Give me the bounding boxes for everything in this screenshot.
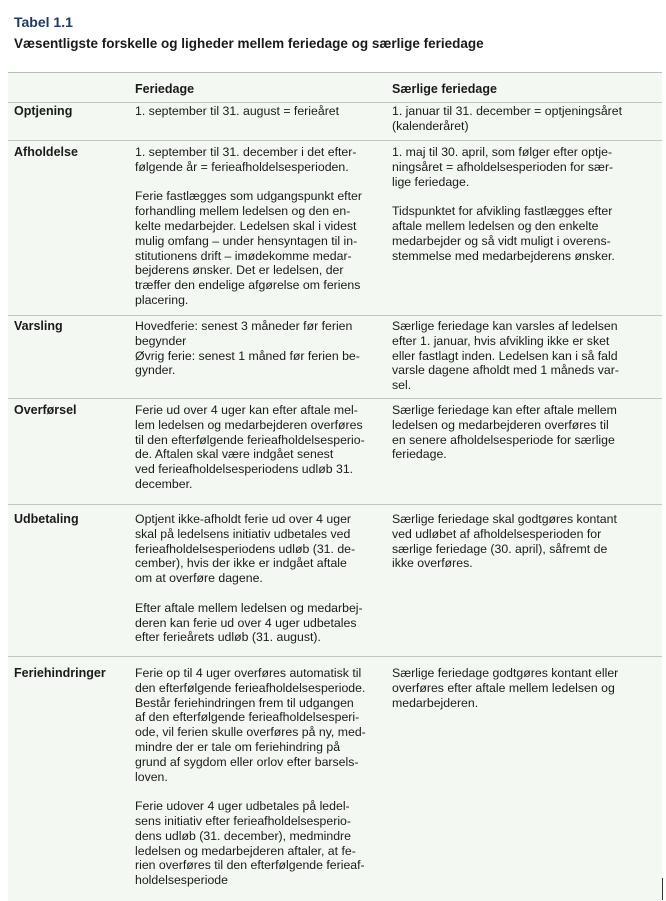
cell-overfoersel-saerlige: Særlige feriedage kan efter aftale mellem ledelsen og medarbejderen overføres til en senere afholdelsesperiode for særlige feriedage. [392,403,617,462]
row-divider [8,656,662,657]
column-header-saerlige-feriedage: Særlige feriedage [392,82,497,96]
row-label-udbetaling: Udbetaling [14,512,79,526]
row-label-feriehindringer: Feriehindringer [14,666,106,680]
cell-udbetaling-saerlige: Særlige feriedage skal godtgøres kontant ved udløbet af afholdelsesperioden for særlige feriedage (30. april), såfremt de ikke overføres. [392,512,617,571]
cell-overfoersel-feriedage: Ferie ud over 4 uger kan efter aftale mel- lem ledelsen og medarbejderen overføres til den efterfølgende ferieafholdelsesperio- de. Aftalen skal være indgået senest ved ferieafholdelsesperiodens udløb 31. december. [135,403,365,491]
row-divider [8,504,662,505]
cell-udbetaling-feriedage: Optjent ikke-afholdt ferie ud over 4 uger skal på ledelsens initiativ udbetales ved ferieafholdelsesperiodens udløb (31. de- cember), hvis der ikke er indgået aftale om at overføre dagene. Efter aftale mellem ledelsen og medarbej- deren kan ferie ud over 4 uger udbetales efter ferieårets udløb (31. august). [135,512,363,645]
row-label-optjening: Optjening [14,104,73,118]
page-edge-line [662,878,663,900]
cell-feriehindringer-feriedage: Ferie op til 4 uger overføres automatisk til den efterfølgende ferieafholdelsesperiode. Består feriehindringen frem til udgangen af den efterfølgende ferieafholdelsesperi- ode, vil ferien skulle overføres på ny, med- mindre der er tale om feriehindring på grund af sygdom eller orlov efter barsels- loven. Ferie udover 4 uger udbetales på ledel- sens initiativ efter ferieafholdelsesperio- dens udløb (31. december), medmindre ledelsen og medarbejderen aftaler, at fe- rien overføres til den efterfølgende ferieaf- holdelsesperiode [135,666,366,888]
table-title: Væsentligste forskelle og ligheder mellem feriedage og særlige feriedage [14,36,484,51]
cell-feriehindringer-saerlige: Særlige feriedage godtgøres kontant eller overføres efter aftale mellem ledelsen og medarbejderen. [392,666,619,710]
row-divider [8,315,662,316]
cell-optjening-feriedage: 1. september til 31. august = ferieåret [135,104,340,118]
cell-afholdelse-saerlige: 1. maj til 30. april, som følger efter optje- ningsåret = afholdelsesperioden for sær- lige feriedage. Tidspunktet for afvikling fastlægges efter aftale mellem ledelsen og den enkelte medarbejder og så vidt muligt i overens- stemmelse med medarbejderens ønsker. [392,145,615,263]
cell-varsling-saerlige: Særlige feriedage kan varsles af ledelsen efter 1. januar, hvis afvikling ikke er sket eller fastlagt inden. Ledelsen kan i så fald varsle dagene afholdt med 1 måneds var- sel. [392,319,619,393]
table-number: Tabel 1.1 [14,14,73,30]
cell-afholdelse-feriedage: 1. september til 31. december i det efter- følgende år = ferieafholdelsesperioden. Ferie fastlægges som udgangspunkt efter forhandling mellem ledelsen og den en- kelte medarbejder. Ledelsen skal i videst mulig omfang – under hensyntagen til in- stitutionens drift – imødekomme medar- bejderens ønsker. Det er ledelsen, der træffer den endelige afgørelse om feriens placering. [135,145,362,307]
column-header-feriedage: Feriedage [135,82,195,96]
cell-optjening-saerlige: 1. januar til 31. december = optjeningsåret (kalenderåret) [392,104,623,133]
row-divider [8,140,662,141]
cell-varsling-feriedage: Hovedferie: senest 3 måneder før ferien begynder Øvrig ferie: senest 1 måned før ferien be- gynder. [135,319,360,378]
row-divider [8,398,662,399]
row-label-overfoersel: Overførsel [14,403,77,417]
row-label-varsling: Varsling [14,319,63,333]
row-divider [8,102,662,103]
row-label-afholdelse: Afholdelse [14,145,78,159]
